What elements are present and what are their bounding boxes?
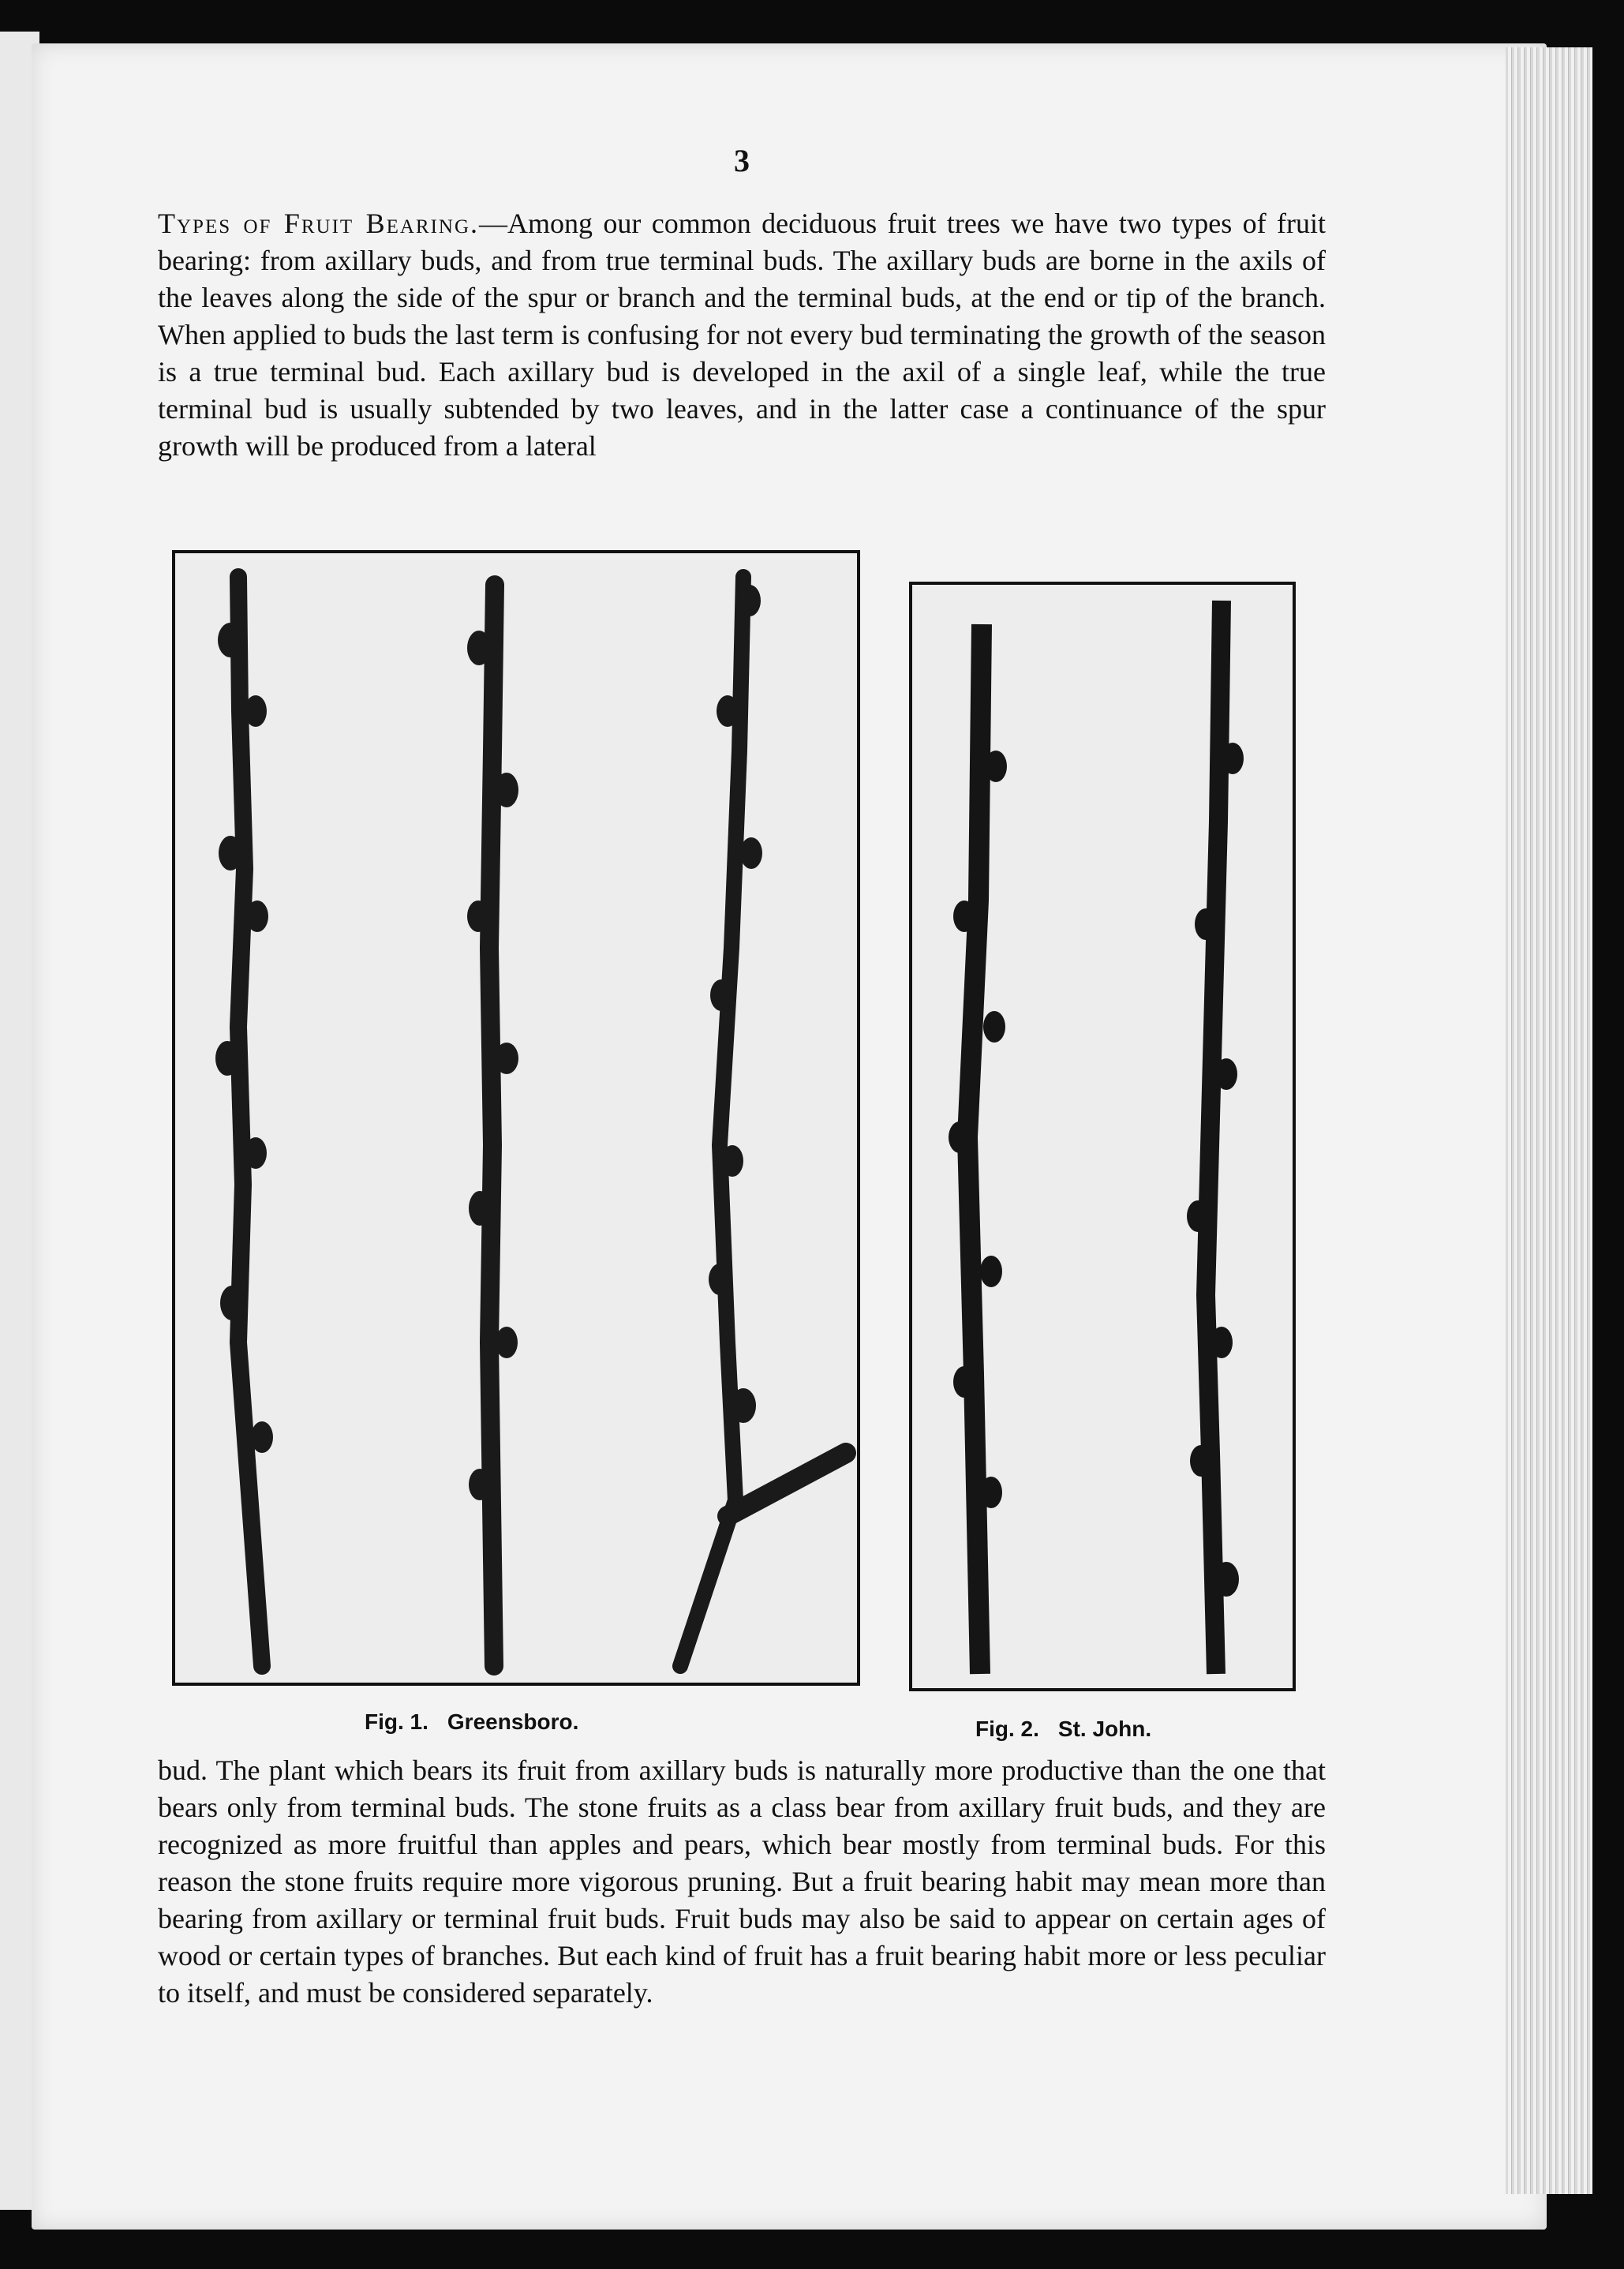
page-number: 3	[734, 143, 750, 178]
run-in-heading: Types of Fruit Bearing.	[158, 208, 480, 239]
paragraph-2-text: bud. The plant which bears its fruit from axillary buds is naturally more productive than the one that bears only from terminal buds. The stone fruits as a class bear from axillary fruit buds, and they are recognized as more fruitful than apples and pears, which bear mostly from terminal buds. For this reason the stone fruits require more vigorous pruning. But a fruit bearing habit may mean more than bearing from axillary or terminal fruit buds. Fruit buds may also be said to appear on certain ages of wood or certain types of branches. But each kind of fruit has a fruit bearing habit more or less peculiar to itself, and must be considered separately.	[158, 1754, 1326, 2009]
figure-2-caption	[975, 1717, 1151, 1742]
page-edges	[1506, 47, 1592, 2194]
figure-1-number: Fig. 1.	[365, 1709, 428, 1734]
figure-1-caption	[365, 1709, 578, 1735]
figure-1-label: Greensboro.	[447, 1709, 579, 1734]
figure-1-photo	[172, 550, 860, 1686]
figure-2-label: St. John.	[1057, 1717, 1152, 1741]
paragraph-1-text: —Among our common deciduous fruit trees we have two types of fruit bearing: from axillary buds, and from true terminal buds. The axillary buds are borne in the axils of the leaves along the side of the spur or branch and the terminal buds, at the end or tip of the branch. When applied to buds the last term is confusing for not every bud terminating the growth of the season is a true terminal bud. Each axillary bud is developed in the axil of a single leaf, while the true terminal bud is usually subtended by two leaves, and in the latter case a continuance of the spur growth will be produced from a lateral	[158, 208, 1326, 462]
twig-photo-greensboro	[175, 553, 857, 1683]
figure-2-photo	[909, 582, 1296, 1691]
paragraph-fruit-bearing	[158, 205, 1326, 465]
figure-2-number: Fig. 2.	[975, 1717, 1039, 1741]
twig-photo-st-john	[912, 585, 1293, 1688]
paragraph-continued	[158, 1752, 1326, 2012]
